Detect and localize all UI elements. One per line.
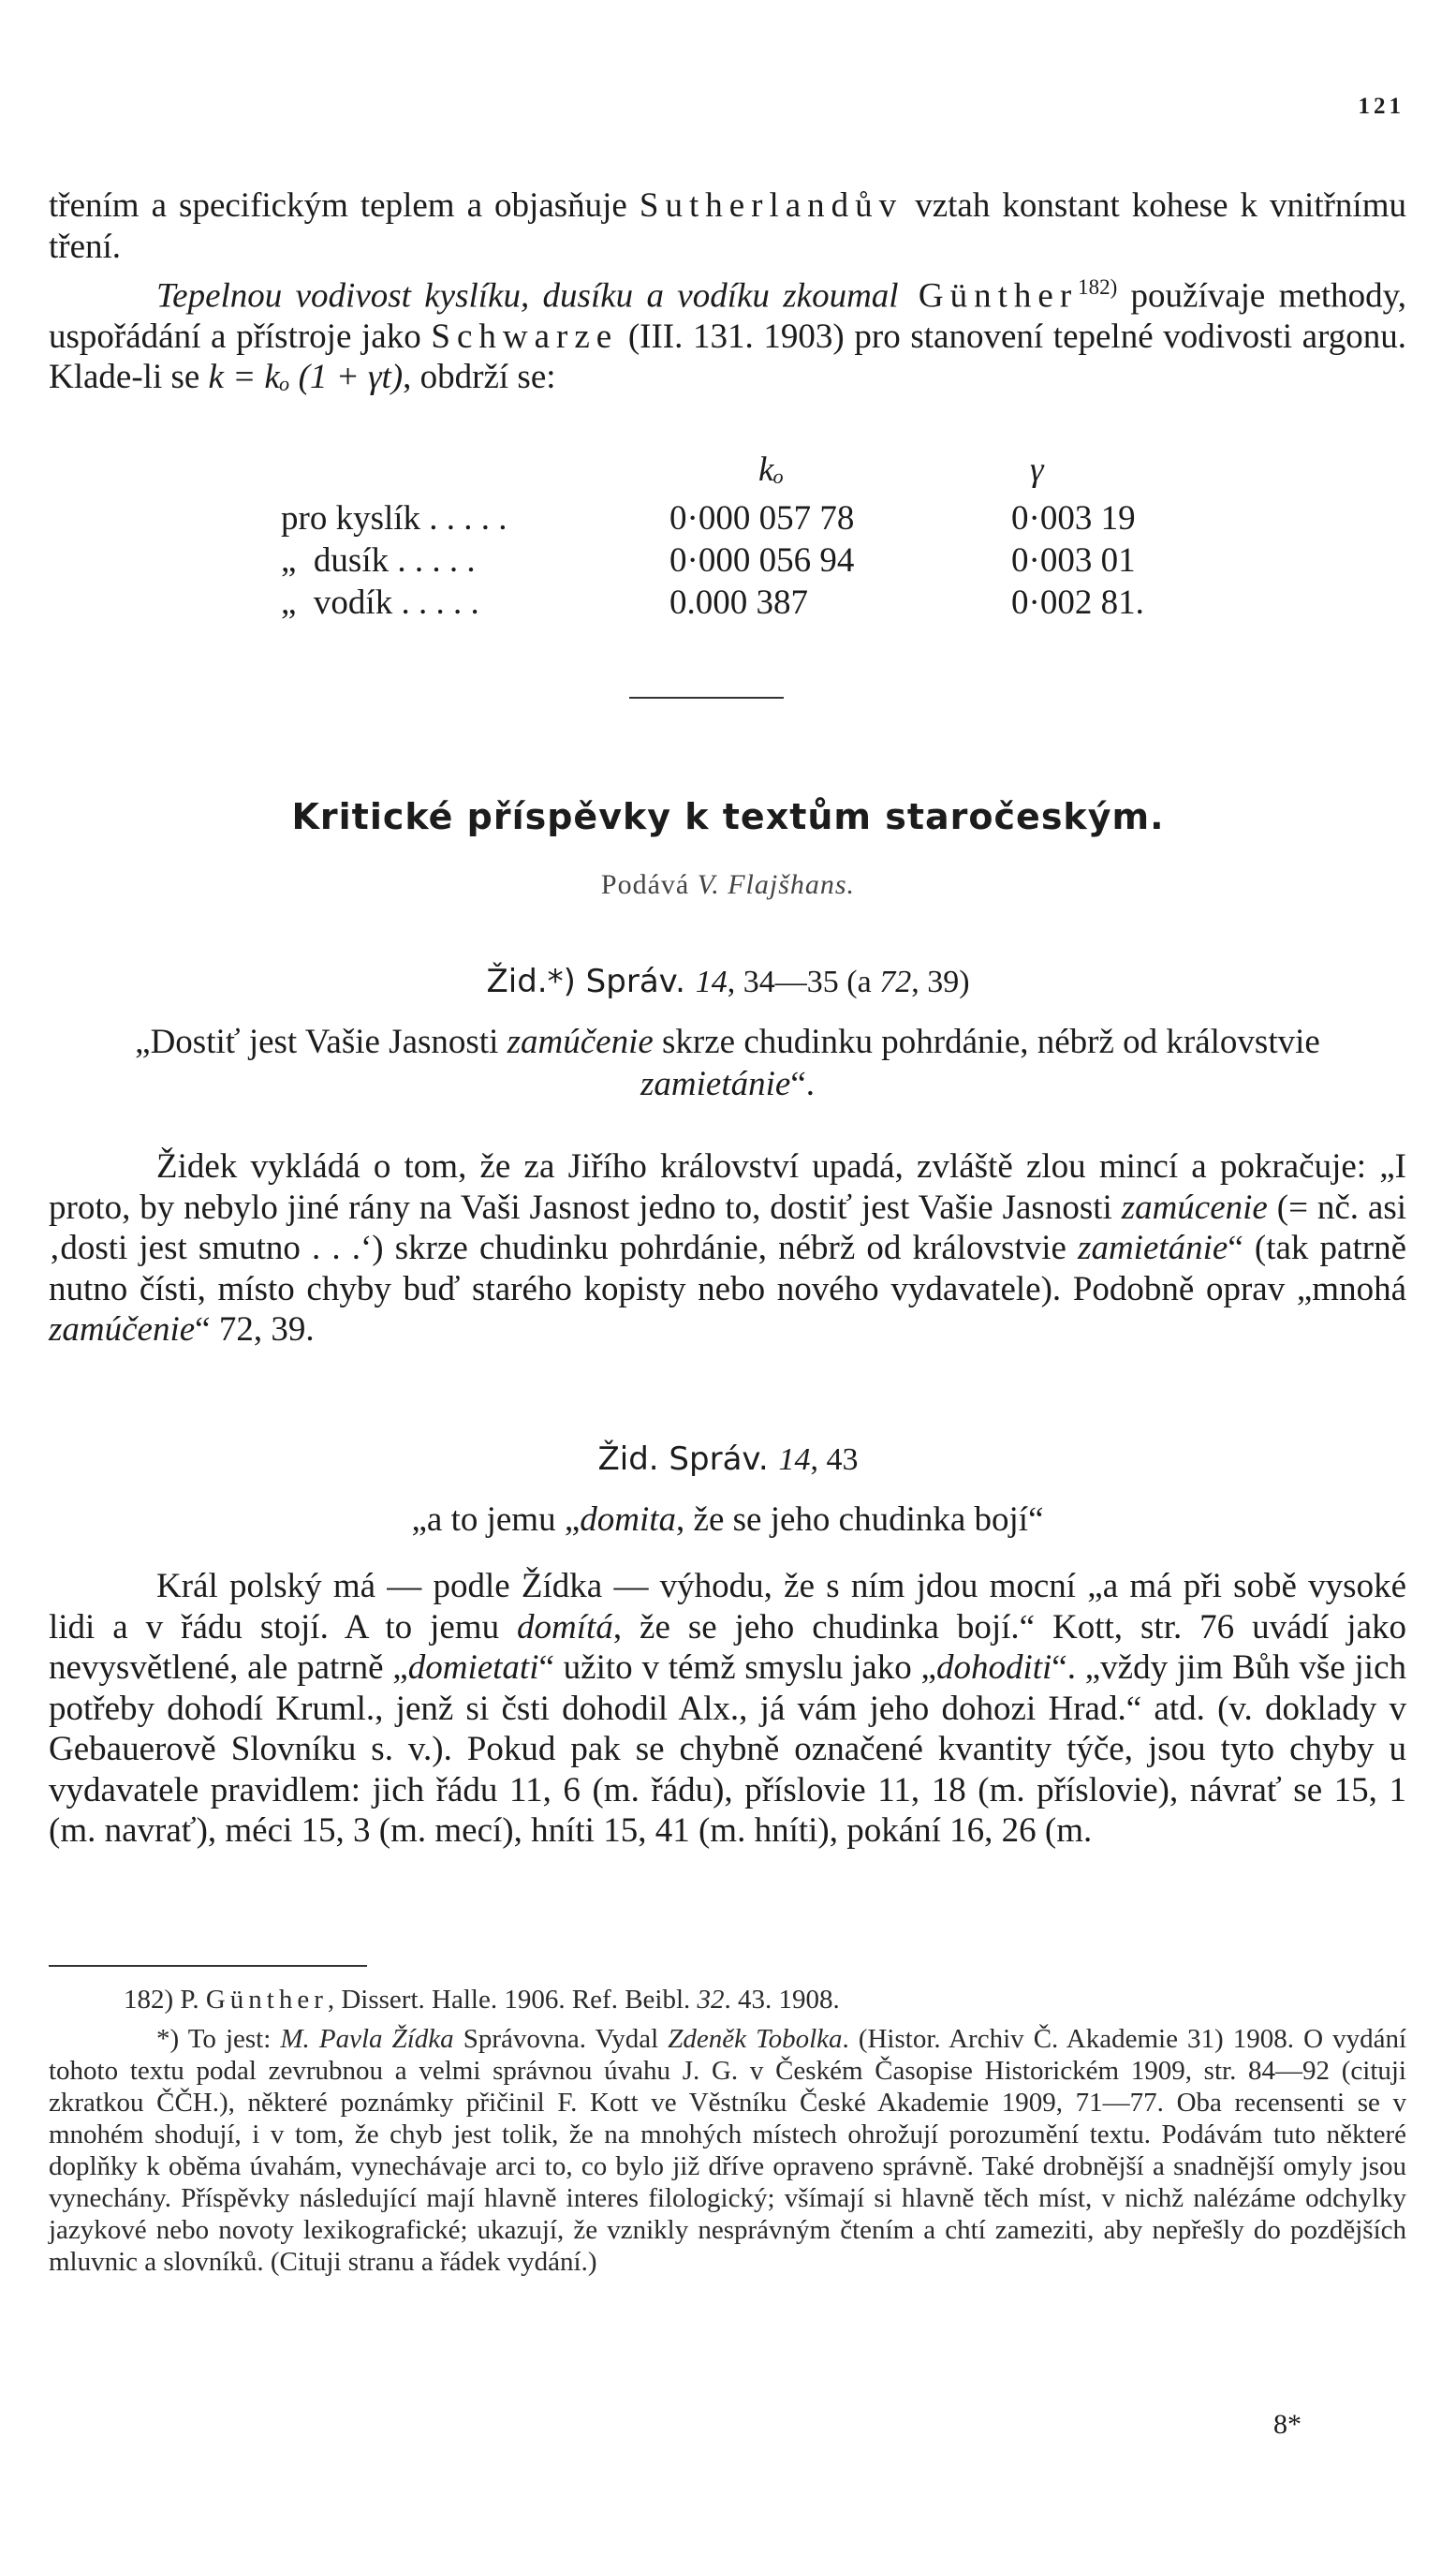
formula: k = kₒ (1 + γt)	[208, 358, 404, 397]
gamma-value: 0·003 19	[1011, 499, 1136, 538]
quote-text: „Dostiť jest Vašie Jasnosti	[135, 1023, 507, 1061]
quote-text: skrze chudinku pohrdánie, nébrž od královstvie	[653, 1023, 1320, 1061]
footnote-star	[49, 2023, 1406, 2278]
footnote-emphasis: M. Pavla Žídka	[280, 2024, 454, 2054]
footnote-divider	[49, 1965, 367, 1967]
commentary-text: , že se jeho chudinka bojí.“ Kott, str. 76 uvádí jako nevysvětlené, ale patrně „	[49, 1607, 1406, 1687]
page-number: 121	[1358, 94, 1405, 119]
quote-emphasis: zamúčenie	[507, 1023, 654, 1061]
footnote-text: 182) P.	[124, 1985, 206, 2015]
k0-value: 0.000 387	[669, 583, 808, 622]
commentary-emphasis: zamúcenie	[1121, 1188, 1268, 1227]
footnote-182	[49, 1984, 1406, 2016]
author-name: Sutherlandův	[639, 186, 904, 225]
footnote-author: Günther	[205, 1985, 328, 2015]
byline-author: V. Flajšhans.	[697, 869, 856, 900]
quote-text: , že se jeho chudinka bojí“	[676, 1500, 1044, 1539]
footnote-ref: 182)	[1078, 275, 1118, 299]
gamma-value: 0·002 81.	[1011, 583, 1144, 622]
quote-1	[49, 1021, 1406, 1105]
source-text: , 39)	[911, 965, 970, 999]
footnote-emphasis: Zdeněk Tobolka	[668, 2024, 843, 2054]
commentary-text: Židek vykládá o tom, že za Jiřího království upadá, zvláště zlou mincí a pokračuje: „I proto, by nebylo jiné rány na Vaši Jasnost jedno to, dostiť jest Vašie Jasnosti	[49, 1147, 1406, 1227]
source-volume: 14	[778, 1442, 811, 1477]
commentary-emphasis: zamietánie	[1078, 1229, 1228, 1267]
commentary-emphasis: domietati	[407, 1648, 539, 1687]
k0-value: 0·000 056 94	[669, 541, 855, 580]
quote-text: „a to jemu „	[411, 1500, 581, 1539]
footnote-text: , Dissert. Halle. 1906. Ref. Beibl.	[327, 1985, 698, 2015]
source-heading-1	[0, 963, 1456, 1000]
commentary-emphasis: domítá	[517, 1607, 613, 1647]
quote-emphasis: domita	[580, 1500, 677, 1539]
column-header: γ	[1030, 450, 1044, 489]
intro-italic: Tepelnou vodivost kyslíku, dusíku a vodíku zkoumal	[156, 276, 899, 316]
section-divider	[629, 697, 784, 699]
author-name: Schwarze	[431, 317, 619, 356]
source-volume: 72	[879, 965, 912, 999]
article-title: Kritické příspěvky k textům staročeským.	[291, 796, 1165, 837]
footnote-text: . (Histor. Archiv Č. Akademie 31) 1908. O vydání tohoto textu podal zevrubnou a velmi správnou úvahu J. G. v Českém Časopise Historickém 1909, str. 84—92 (cituji zkratkou ČČH.), některé poznámky přičinil F. Kott ve Věstníku České Akademie 1909, 71—77. Oba recensenti se v mnohém shodují, i v tom, že chyb jest tolik, že na mnohých místech ohrožují porozumění textu. Podávám tuto některé doplňky k oběma úvahám, vynechávaje arci to, co bylo již dříve opraveno správně. Také drobnější a snadnější omyly jsou vynechány. Příspěvky následující mají hlavně interes filologický; všímají si hlavně těch míst, v nichž nalézáme odchylky jazykové nebo novoty lexikografické; ukazují, že vznikly nesprávným čtením a chtí zameziti, aby nepřešly do pozdějších mluvnic a slovníků. (Cituji stranu a řádek vydání.)	[49, 2024, 1407, 2277]
column-header: kₒ	[758, 450, 784, 489]
footnote-text: *) To jest:	[156, 2024, 281, 2054]
quote-2	[49, 1499, 1406, 1541]
intro-paragraph	[49, 185, 1406, 398]
commentary-text: Král polský má — podle Žídka — výhodu, že s ním jdou mocní „a má při sobě vysoké lidi a v řádu stojí. A to jemu	[49, 1567, 1406, 1647]
commentary-1	[49, 1146, 1406, 1351]
footnote-text: Správovna. Vydal	[453, 2024, 669, 2054]
intro-text: používaje methody, uspořádání a přístroje jako	[49, 276, 1407, 356]
commentary-text: “. „vždy jim Bůh vše jich potřeby dohodí Kruml., jenž si čsti dohodil Alx., já vám jeho dohozi Hrad.“ atd. (v. doklady v Gebauerově Slovníku s. v.). Pokud pak se chybně označené kvantity týče, jsou tyto chyby u vydavatele pravidlem: jich řádu 11, 6 (m. řádu), příslovie 11, 18 (m. příslovie), návrať se 15, 1 (m. navrať), méci 15, 3 (m. mecí), hníti 15, 41 (m. hníti), pokání 16, 26 (m.	[49, 1648, 1406, 1850]
signature-mark: 8*	[1273, 2409, 1302, 2440]
source-heading-2	[0, 1440, 1456, 1478]
footnote-volume: 32	[697, 1985, 725, 2015]
source-text: Žid.*) Správ.	[486, 963, 696, 1000]
byline-prefix: Podává	[600, 869, 698, 900]
commentary-emphasis: dohoditi	[935, 1648, 1052, 1687]
quote-text: “.	[790, 1065, 815, 1103]
source-text: Žid. Správ.	[597, 1440, 779, 1478]
commentary-2	[49, 1566, 1406, 1852]
source-volume: 14	[695, 965, 728, 999]
source-text: , 34—35 (a	[727, 965, 880, 999]
gamma-value: 0·003 01	[1011, 541, 1136, 580]
commentary-text: “ 72, 39.	[195, 1310, 315, 1349]
commentary-text: (= nč. asi ‚dosti jest smutno . . .‘) skrze chudinku pohrdánie, nébrž od královstvie	[49, 1188, 1406, 1267]
gas-label: „ vodík . . . . .	[281, 583, 479, 622]
commentary-text: “ užito v témž smyslu jako „	[538, 1648, 936, 1687]
article-byline	[0, 869, 1456, 901]
intro-text: , obdrží se:	[403, 358, 556, 397]
intro-text: vztah konstant kohese k vnitřnímu tření.	[49, 186, 1406, 266]
intro-text: (III. 131. 1903) pro stanovení tepelné vodivosti argonu. Klade-li se	[49, 317, 1406, 397]
intro-text: třením a specifickým teplem a objasňuje	[49, 186, 640, 225]
quote-emphasis: zamietánie	[640, 1065, 791, 1103]
author-name: Günther	[898, 276, 1079, 316]
gas-label: „ dusík . . . . .	[281, 541, 476, 580]
footnote-text: . 43. 1908.	[724, 1985, 840, 2015]
k0-value: 0·000 057 78	[669, 499, 855, 538]
gas-label: pro kyslík . . . . .	[281, 499, 507, 538]
commentary-text: “ (tak patrně nutno čísti, místo chyby buď starého kopisty nebo nového vydavatele). Podobně oprav „mnohá	[49, 1229, 1406, 1308]
commentary-emphasis: zamúčenie	[49, 1310, 196, 1349]
source-text: , 43	[810, 1442, 859, 1477]
